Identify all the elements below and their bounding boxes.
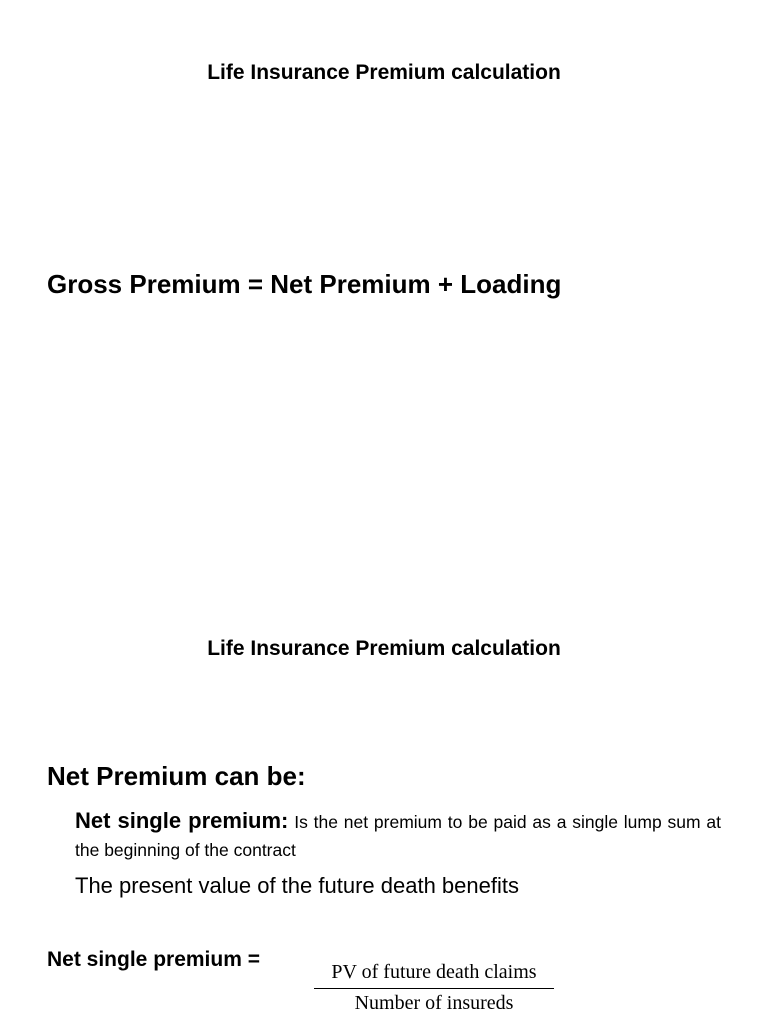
net-premium-heading: Net Premium can be: xyxy=(47,761,306,791)
net-single-premium-definition xyxy=(75,807,721,864)
gross-premium-formula: Gross Premium = Net Premium + Loading xyxy=(47,269,562,299)
formula-denominator: Number of insureds xyxy=(354,992,514,1014)
net-single-premium-formula-label: Net single premium = xyxy=(47,948,260,971)
formula-numerator: PV of future death claims xyxy=(314,958,554,989)
definition-term: Net single premium: xyxy=(75,808,289,833)
present-value-note: The present value of the future death benefits xyxy=(75,873,519,898)
slide-2-title: Life Insurance Premium calculation xyxy=(207,637,561,660)
slide-1-title: Life Insurance Premium calculation xyxy=(207,61,561,84)
formula-fraction xyxy=(314,958,554,1017)
definition-text: Is the net premium to be paid as a single lump sum at the beginning of the contract xyxy=(75,812,721,860)
